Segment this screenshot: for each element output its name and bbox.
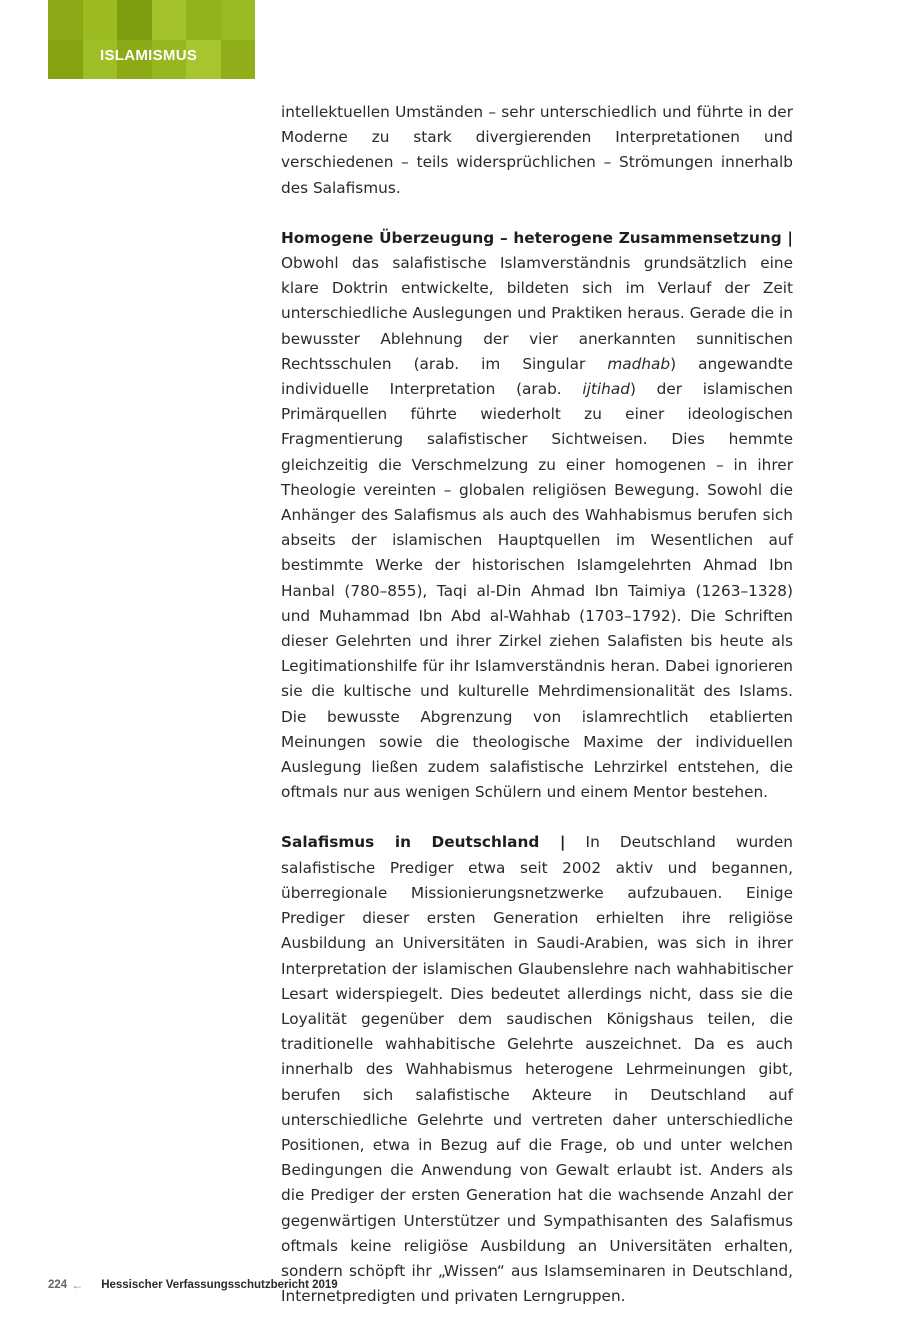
paragraph-homogene [281, 226, 793, 806]
section-label: ISLAMISMUS [100, 47, 198, 64]
header-tile [117, 0, 152, 40]
header-tile [186, 0, 221, 40]
paragraph-intro [281, 100, 793, 201]
paragraph-deutschland [281, 830, 793, 1309]
page-number: 224 [48, 1279, 68, 1291]
paragraph-heading: Homogene Überzeugung – heterogene Zusammensetzung | [281, 228, 793, 247]
header-tile [152, 0, 187, 40]
paragraph-text: ) angewandte individuelle Interpretation (arab. [281, 354, 793, 399]
header-tile [221, 0, 256, 40]
header-tile [48, 40, 83, 80]
publication-title: Hessischer Verfassungsschutzbericht 2019 [101, 1279, 338, 1291]
header-tile [221, 40, 256, 80]
header-tile [48, 0, 83, 40]
header-mosaic [48, 0, 255, 79]
arrow-left-icon[interactable]: ← [71, 1278, 84, 1292]
paragraph-heading: Salafismus in Deutschland | [281, 833, 566, 852]
paragraph-text: In Deutschland wurden salafistische Prediger etwa seit 2002 aktiv und begannen, überregionale Missionierungsnetzwerke aufzubauen. Einige Prediger dieser ersten Generation erhielten ihre religiöse Ausbildung an Universitäten in Saudi-Arabien, was sich in ihrer Interpretation der islamischen Glaubenslehre nach wahhabitischer Lesart widerspiegelt. Dies bedeutet allerdings nicht, dass sie die Loyalität gegenüber dem saudischen Königshaus teilen, die traditionelle wahhabitische Gelehrte auszeichnet. Da es auch innerhalb des Wahhabismus heterogene Lehrmeinungen gibt, berufen sich salafistische Akteure in Deutschland auf unterschiedliche Gelehrte und vertreten daher unterschiedliche Positionen, etwa in Bezug auf die Frage, ob und unter welchen Bedingungen die Anwendung von Gewalt erlaubt ist. Anders als die Prediger der ersten Generation hat die wachsende Anzahl der gegenwärtigen Unterstützer und Sympathisanten des Salafismus oftmals keine religiöse Ausbildung an Universitäten erhalten, sondern schöpft ihr „Wissen“ aus Islamseminaren in Deutschland, Internetpredigten und privaten Lerngruppen. [281, 833, 793, 1306]
main-text [281, 100, 793, 1334]
section-header [48, 0, 255, 79]
term-madhab: madhab [607, 354, 671, 373]
term-ijtihad: ijtihad [582, 380, 630, 399]
paragraph-text: ) der islamischen Primärquellen führte wiederholt zu einer ideologischen Fragmentierung salafistischer Sichtweisen. Dies hemmte gleichzeitig die Verschmelzung zu einer homogenen – in ihrer Theologie vereinten – globalen religiösen Bewegung. Sowohl die Anhänger des Salafismus als auch des Wahhabismus berufen sich abseits der islamischen Hauptquellen im Wesentlichen auf bestimmte Werke der historischen Islamgelehrten Ahmad Ibn Hanbal (780–855), Taqi al-Din Ahmad Ibn Taimiya (1263–1328) und Muhammad Ibn Abd al-Wahhab (1703–1792). Die Schriften dieser Gelehrten und ihrer Zirkel ziehen Salafisten bis heute als Legitimationshilfe für ihr Islamverständnis heran. Dabei ignorieren sie die kultische und kulturelle Mehrdimensionalität des Islams. Die bewusste Abgrenzung von islamrechtlich etablierten Meinungen sowie die theologische Maxime der individuellen Auslegung ließen zudem salafistische Lehrzirkel entstehen, die oftmals nur aus wenigen Schülern und einem Mentor bestehen. [281, 380, 793, 802]
paragraph-intro-text: intellektuellen Umständen – sehr unterschiedlich und führte in der Moderne zu stark divergierenden Interpretationen und verschiedenen – teils widersprüchlichen – Strömungen innerhalb des Salafismus. [281, 103, 793, 197]
page-footer [48, 1278, 338, 1292]
paragraph-text: Obwohl das salafistische Islamverständnis grundsätzlich eine klare Doktrin entwickelte, bildeten sich im Verlauf der Zeit unterschiedliche Auslegungen und Praktiken heraus. Gerade die in bewusster Ablehnung der vier anerkannten sunnitischen Rechtsschulen (arab. im Singular [281, 254, 793, 373]
header-tile [83, 0, 118, 40]
